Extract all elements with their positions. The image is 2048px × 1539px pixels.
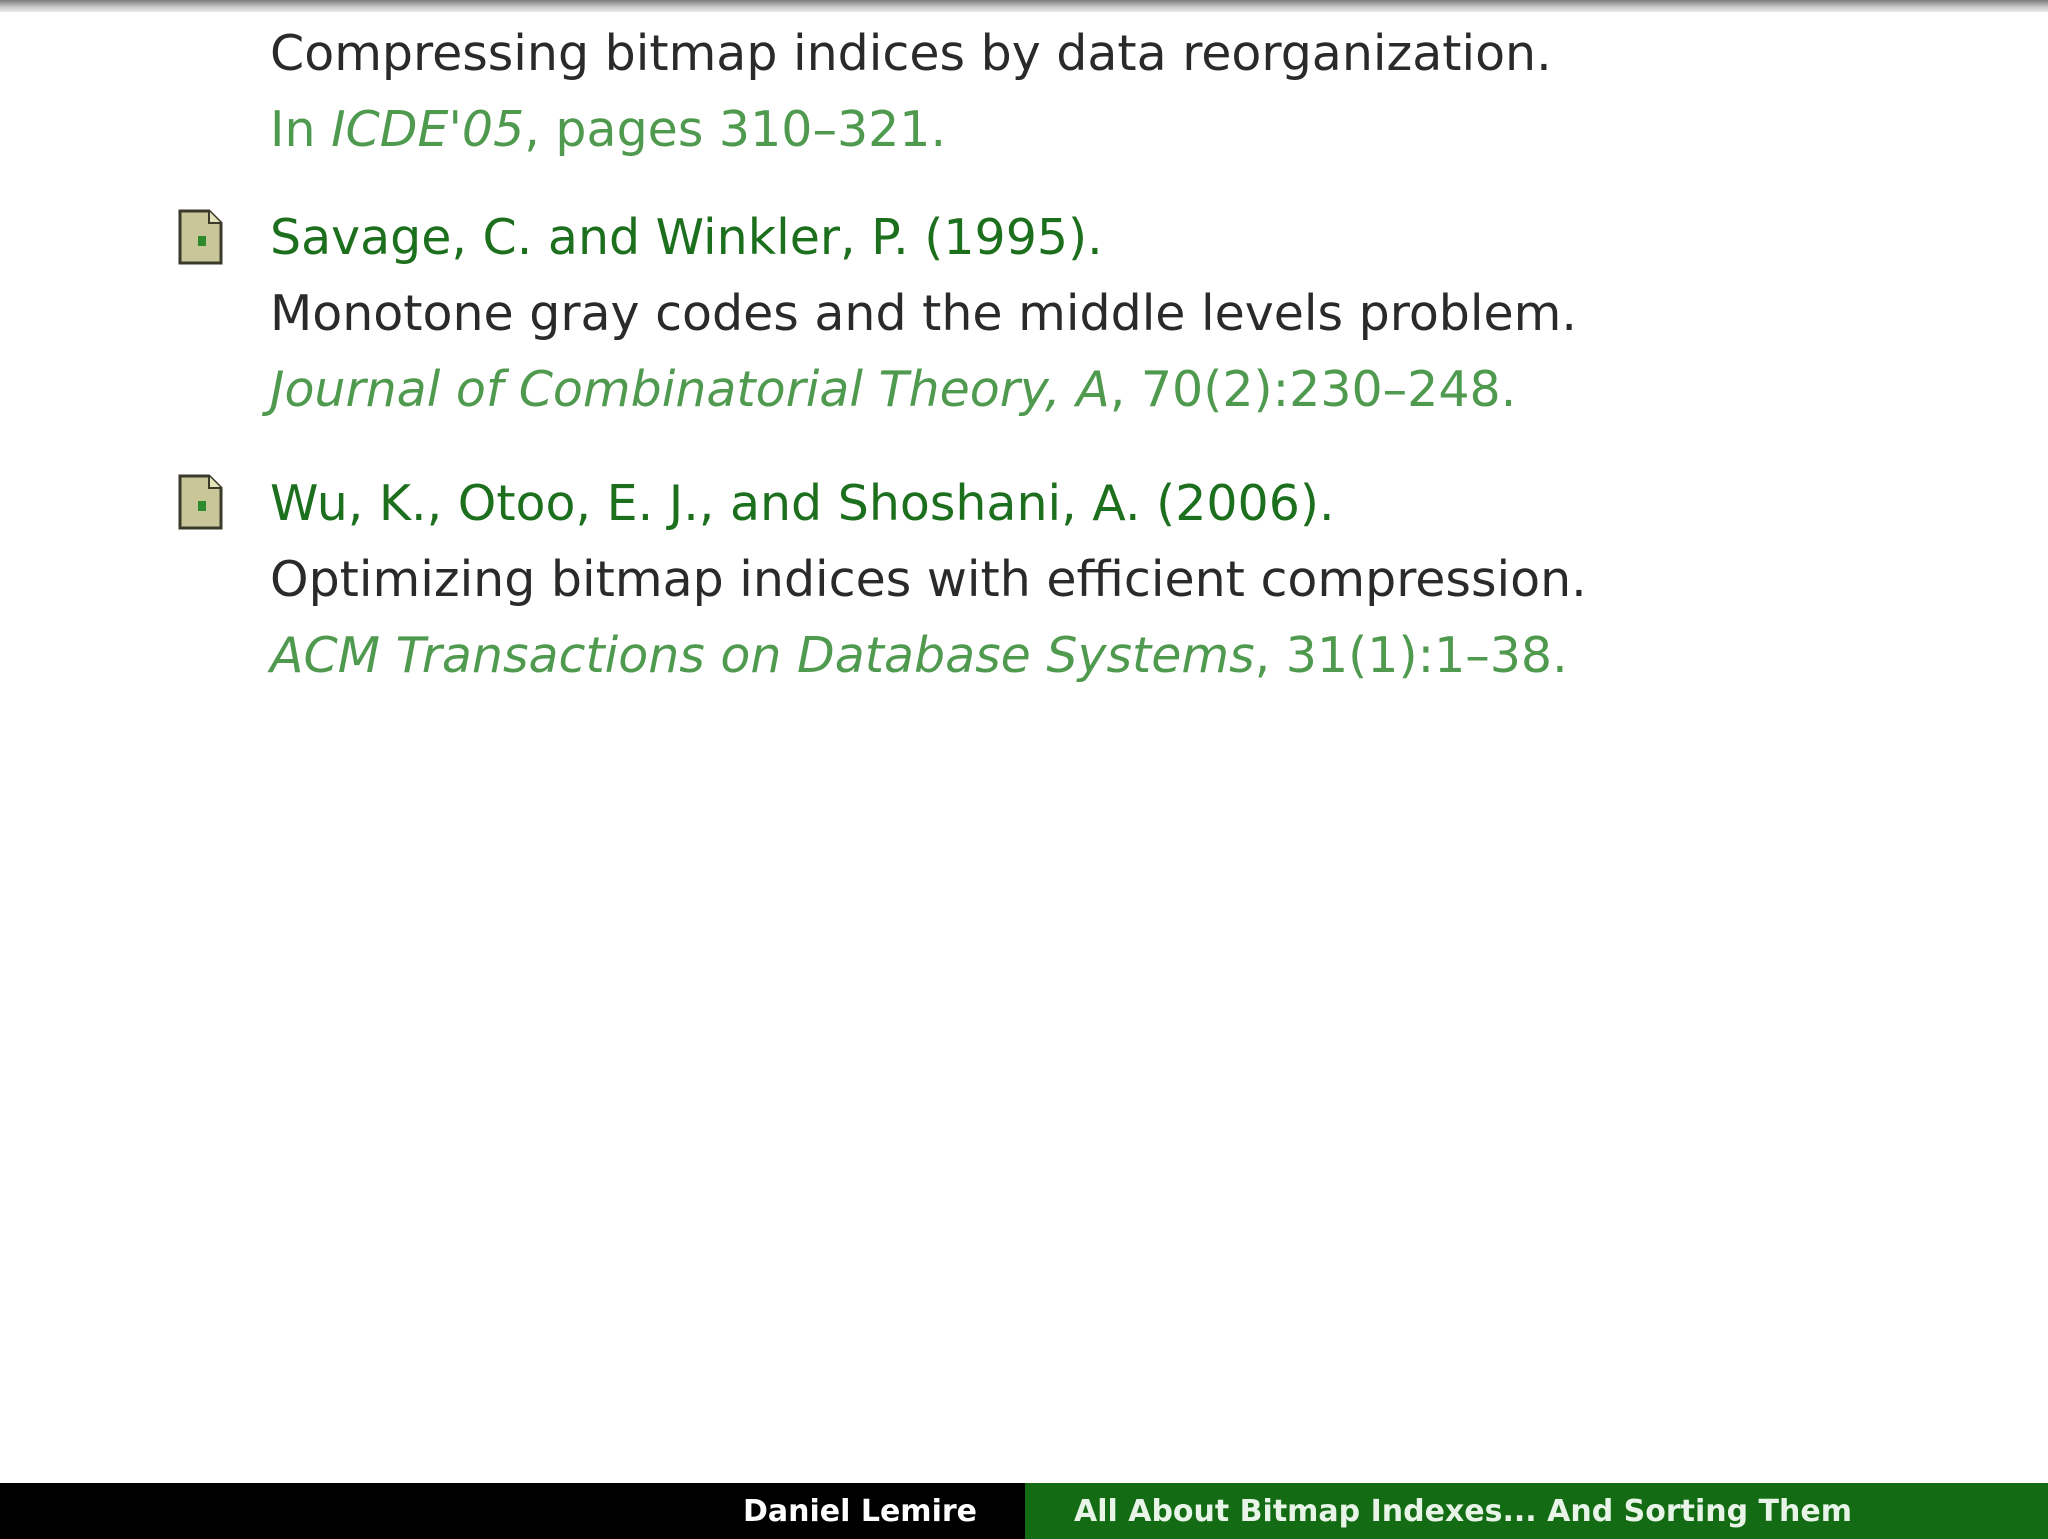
top-frame-bar [0,0,2048,12]
venue-suffix: , 70(2):230–248. [1109,361,1517,418]
footer-title-box [1025,1483,2048,1539]
venue-prefix: In [270,101,332,158]
venue-name: Journal of Combinatorial Theory, A [270,361,1110,418]
venue-suffix: , 31(1):1–38. [1254,627,1568,684]
venue-name: ACM Transactions on Database Systems [270,627,1255,684]
footer-author-box [0,1483,1025,1539]
reference-title: Compressing bitmap indices by data reorganization. [270,25,1552,82]
bibliography-entry [270,200,1577,428]
footer-talk-title: All About Bitmap Indexes... And Sorting Them [1074,1493,1852,1529]
reference-venue [270,618,1587,694]
reference-authors: Wu, K., Otoo, E. J., and Shoshani, A. (2006). [270,475,1335,532]
bibliography-entry [270,16,1552,168]
reference-venue [270,92,1552,168]
reference-title: Optimizing bitmap indices with efficient compression. [270,551,1587,608]
reference-authors: Savage, C. and Winkler, P. (1995). [270,209,1103,266]
footer-author: Daniel Lemire [742,1493,977,1529]
bibliography-entry [270,466,1587,694]
article-icon [176,208,224,266]
article-icon [176,473,224,531]
reference-title: Monotone gray codes and the middle levels problem. [270,285,1577,342]
venue-name: ICDE'05 [331,101,525,158]
slide-footer [0,1483,2048,1539]
venue-suffix: , pages 310–321. [524,101,947,158]
reference-venue [270,352,1577,428]
